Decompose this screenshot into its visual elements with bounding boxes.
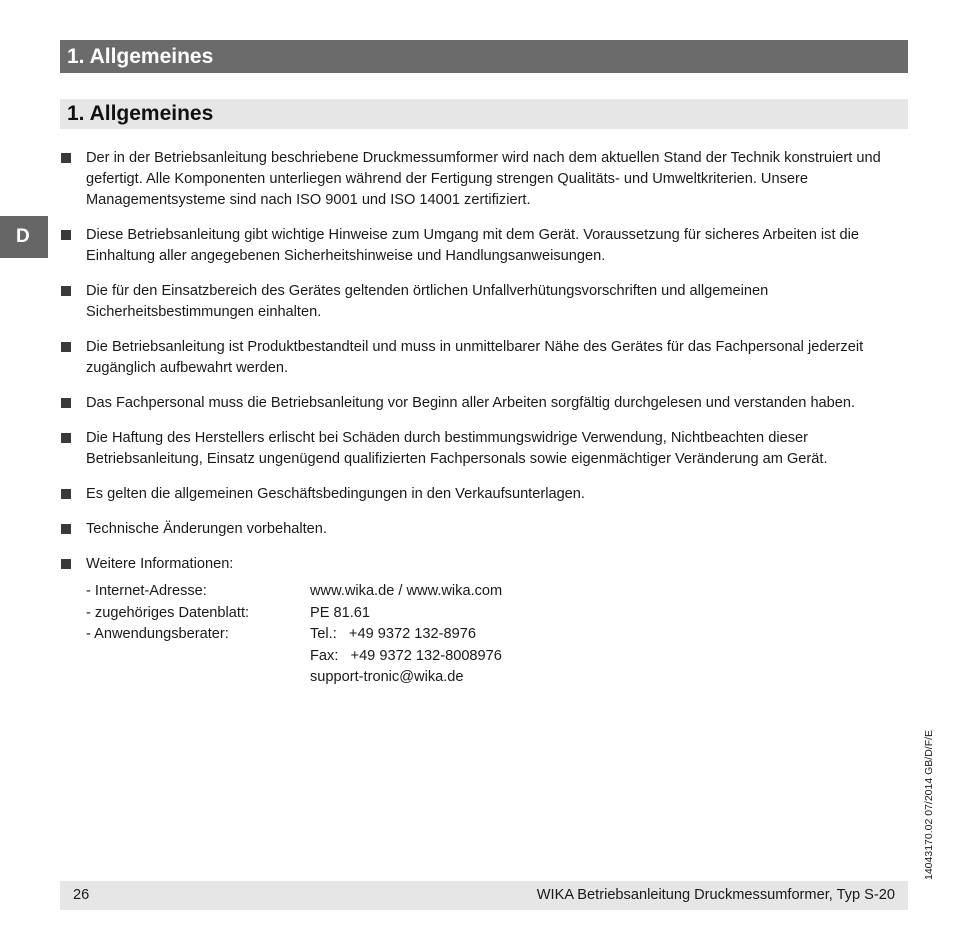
list-item-text: Es gelten die allgemeinen Geschäftsbedingungen in den Verkaufsunterlagen.: [86, 486, 585, 502]
list-item-text: Weitere Informationen:: [86, 556, 234, 572]
list-item: [60, 281, 910, 323]
info-value: Tel.: +49 9372 132-8976: [310, 626, 476, 642]
square-bullet-icon: [61, 489, 71, 499]
footer-bar: [60, 881, 908, 910]
list-item-text: Die Haftung des Herstellers erlischt bei Schäden durch bestimmungswidrige Verwendung, Nichtbeachten dieser Betriebsanleitung, Einsatz ungenügend qualifizierten Fachpersonals sowie eigenmächtiger Veränderung am Gerät.: [86, 430, 828, 467]
list-item: [60, 554, 910, 689]
square-bullet-icon: [61, 286, 71, 296]
info-row: [86, 646, 502, 668]
list-item: [60, 393, 910, 414]
language-tab: [0, 216, 48, 258]
info-row: [86, 624, 502, 646]
info-label: - Internet-Adresse:: [86, 583, 207, 599]
info-label: [86, 667, 310, 689]
square-bullet-icon: [61, 524, 71, 534]
header-title: 1. Allgemeines: [67, 45, 214, 68]
list-item: [60, 337, 910, 379]
header-bar: [60, 40, 908, 73]
list-item: [60, 428, 910, 470]
info-row: [86, 667, 502, 689]
list-item-text: Die Betriebsanleitung ist Produktbestandteil und muss in unmittelbarer Nähe des Gerätes für das Fachpersonal jederzeit zugänglich aufbewahrt werden.: [86, 339, 864, 376]
list-item-text: Diese Betriebsanleitung gibt wichtige Hinweise zum Umgang mit dem Gerät. Voraussetzung für sicheres Arbeiten ist die Einhaltung aller angegebenen Sicherheitshinweise und Handlungsanweisungen.: [86, 227, 860, 264]
square-bullet-icon: [61, 153, 71, 163]
info-label: - zugehöriges Datenblatt:: [86, 604, 250, 621]
square-bullet-icon: [61, 398, 71, 408]
list-item: [60, 484, 910, 505]
info-label: [86, 646, 310, 668]
square-bullet-icon: [61, 342, 71, 352]
list-item-text: Technische Änderungen vorbehalten.: [86, 521, 327, 537]
square-bullet-icon: [61, 230, 71, 240]
info-row: [86, 581, 502, 603]
section-heading-bar: [60, 99, 908, 129]
square-bullet-icon: [61, 433, 71, 443]
page-number: 26: [73, 887, 90, 903]
info-value: support-tronic@wika.de: [310, 669, 464, 685]
square-bullet-icon: [61, 559, 71, 569]
footer-title: WIKA Betriebsanleitung Druckmessumformer, Typ S-20: [536, 887, 895, 903]
info-row: [86, 603, 502, 625]
list-item: [60, 519, 910, 540]
section-title: 1. Allgemeines: [67, 102, 214, 125]
list-item: [60, 225, 910, 267]
list-item: [60, 148, 910, 211]
contact-info-table: [86, 581, 502, 689]
info-value: www.wika.de / www.wika.com: [310, 583, 503, 599]
document-code: 14043170.02 07/2014 GB/D/F/E: [923, 729, 935, 880]
info-label: - Anwendungsberater:: [86, 626, 229, 642]
list-item-text: Das Fachpersonal muss die Betriebsanleitung vor Beginn aller Arbeiten sorgfältig durchgelesen und verstanden haben.: [86, 395, 856, 411]
language-tab-label: D: [16, 226, 30, 247]
list-item-text: Der in der Betriebsanleitung beschriebene Druckmessumformer wird nach dem aktuellen Stand der Technik konstruiert und gefertigt. Alle Komponenten unterliegen während der Fertigung strengen Qualitäts- und Umweltkriterien. Unsere Managementsysteme sind nach ISO 9001 und ISO 14001 zertifiziert.: [86, 150, 881, 208]
bullet-list: [60, 148, 910, 703]
info-value: PE 81.61: [310, 604, 371, 621]
info-value: Fax: +49 9372 132-8008976: [310, 647, 502, 664]
list-item-text: Die für den Einsatzbereich des Gerätes geltenden örtlichen Unfallverhütungsvorschriften und allgemeinen Sicherheitsbestimmungen einhalten.: [86, 283, 769, 320]
